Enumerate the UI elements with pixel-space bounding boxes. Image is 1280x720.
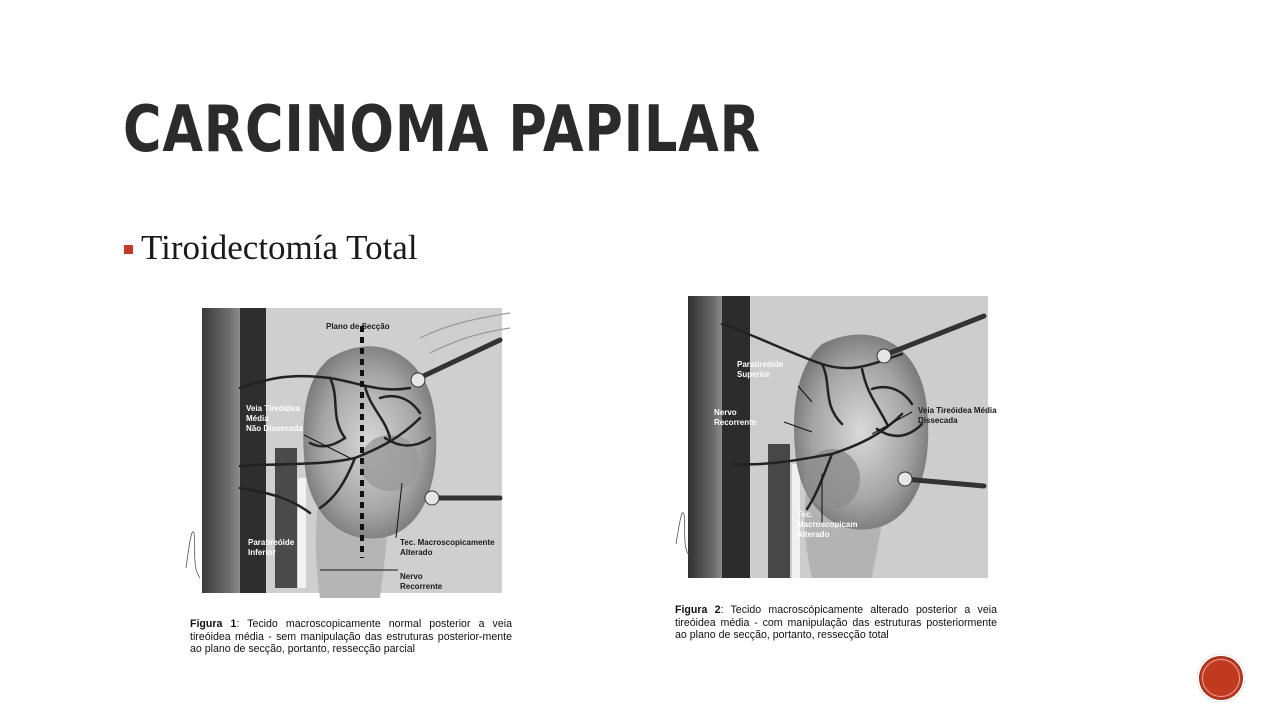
slide-title: CARCINOMA PAPILAR — [123, 93, 761, 167]
figure-2-illustration — [672, 294, 1012, 584]
label-plano-de-seccao: Plano de Secção — [326, 322, 390, 331]
figure-1-caption-text: : Tecido macroscopicamente normal posterior a veia tireóidea média - sem manipulação das estruturas posterior-mente ao plano de secção, portanto, ressecção parcial — [190, 618, 512, 655]
figure-2-caption-text: : Tecido macroscópicamente alterado posterior a veia tireóidea média - com manipulação das estruturas posteriormente ao plano de secção, portanto, ressecção total — [675, 604, 997, 641]
nav-ring-icon — [1202, 659, 1240, 697]
label-paratireoide-superior: Paratireóide Superior — [737, 360, 784, 379]
label-tec-alterado: Tec. Macroscopicam Alterado — [797, 510, 858, 539]
label-veia-tireoidea-dissecada: Veia Tireóidea Média Dissecada — [918, 406, 997, 425]
label-veia-tireoidea: Veia Tireóidea Média Não Dissecada — [246, 404, 303, 433]
figure-2-caption — [675, 604, 997, 642]
bullet-text: Tiroidectomía Total — [141, 228, 418, 267]
label-paratireoide-inferior: Paratireóide Inferior — [248, 538, 295, 557]
slide-nav-button[interactable] — [1197, 654, 1245, 702]
figure-2-caption-label: Figura 2 — [675, 604, 721, 616]
figure-2 — [672, 294, 1012, 660]
label-nervo-recorrente: Nervo Recorrente — [714, 408, 757, 427]
bullet-item — [124, 226, 418, 270]
figure-1-caption-label: Figura 1 — [190, 618, 237, 630]
figure-1-caption — [190, 618, 512, 656]
label-tec-alterado: Tec. Macroscopicamente Alterado — [400, 538, 495, 557]
square-bullet-icon — [124, 245, 133, 254]
label-nervo-recorrente: Nervo Recorrente — [400, 572, 443, 591]
figure-1 — [180, 298, 520, 660]
